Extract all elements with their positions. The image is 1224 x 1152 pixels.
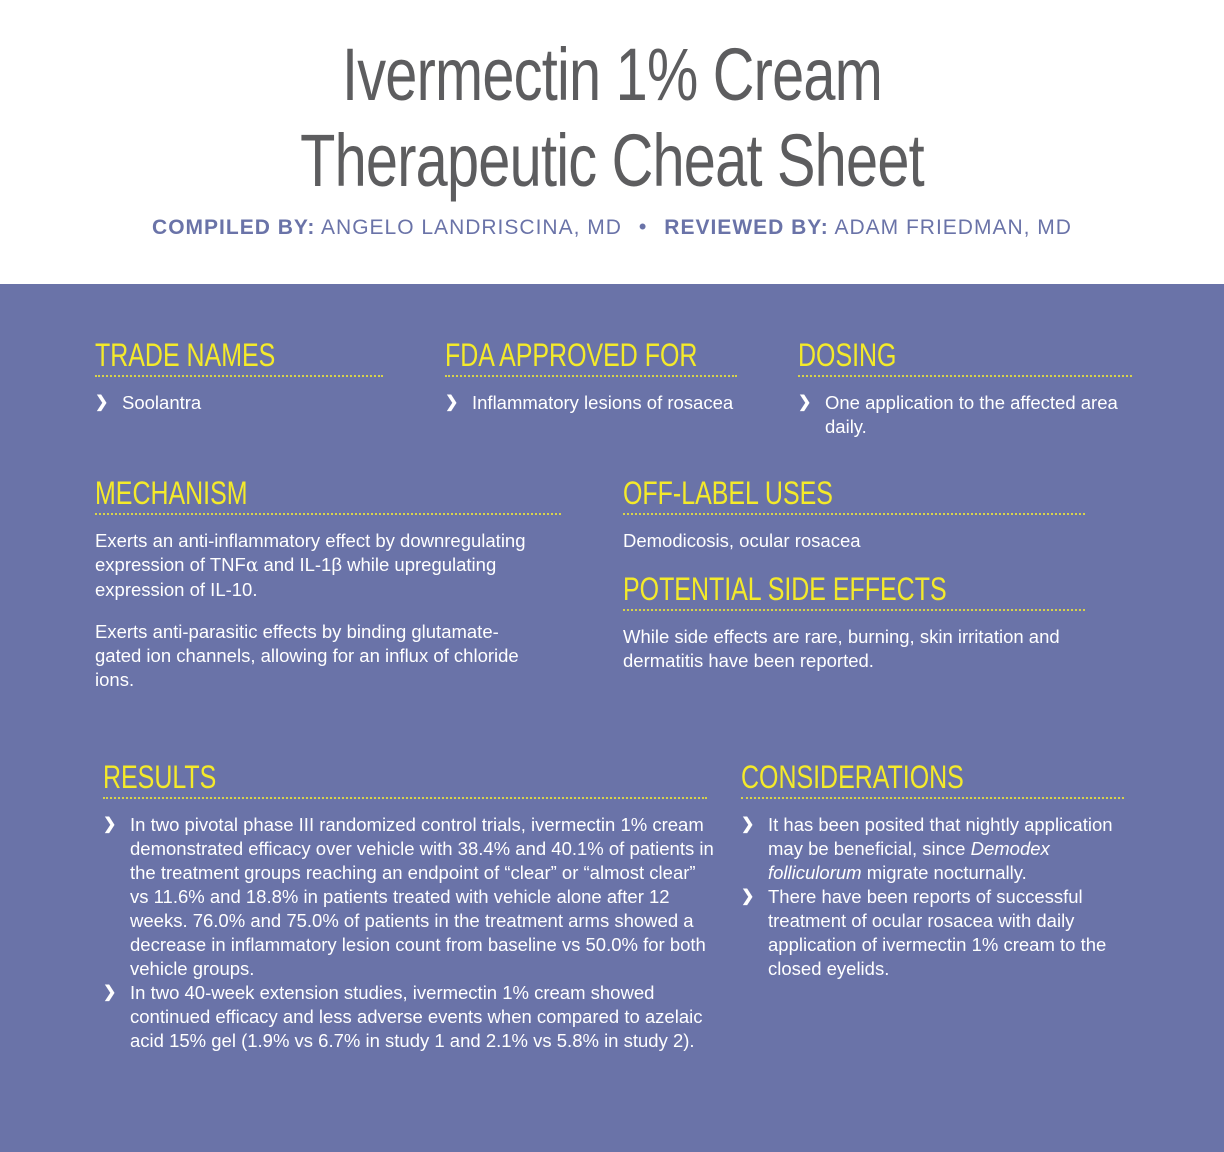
compiled-by-name: ANGELO LANDRISCINA, MD	[321, 216, 622, 239]
list-item: ❯ One application to the affected area daily.	[798, 392, 1118, 437]
mechanism-divider	[95, 513, 561, 515]
off-label-section	[623, 477, 1103, 553]
trade-names-heading: TRADE NAMES	[95, 337, 276, 373]
list-item: ❯ Inflammatory lesions of rosacea	[445, 392, 734, 413]
chevron-right-icon: ❯	[741, 816, 755, 833]
chevron-right-icon: ❯	[741, 888, 755, 905]
fda-approved-heading: FDA APPROVED FOR	[445, 337, 698, 373]
page-title-line-2: Therapeutic Cheat Sheet	[300, 119, 924, 202]
list-item: ❯ There have been reports of successful treatment of ocular rosacea with daily application of ivermectin 1% cream to the closed eyelids.	[741, 886, 1107, 979]
list-item: ❯ In two pivotal phase III randomized control trials, ivermectin 1% cream demonstrated efficacy over vehicle with 38.4% and 40.1% of patients in the treatment groups reaching an endpoint of “clear” or “almost clear” vs 11.6% and 18.8% in patients treated with vehicle alone after 12 weeks. 76.0% and 75.0% of patients in the treatment arms showed a decrease in inflammatory lesion count from baseline vs 50.0% for both vehicle groups.	[103, 814, 714, 979]
dosing-section	[798, 339, 1148, 439]
mechanism-paragraph-1: Exerts an anti-inflammatory effect by downregulating expression of TNFα and IL-1β while upregulating expression of IL-10.	[95, 530, 526, 600]
side-effects-divider	[623, 609, 1085, 611]
considerations-heading: CONSIDERATIONS	[741, 759, 964, 795]
chevron-right-icon: ❯	[798, 394, 812, 411]
list-item: ❯ Soolantra	[95, 392, 202, 413]
mechanism-section	[95, 477, 567, 692]
byline	[0, 214, 1224, 240]
fda-approved-section	[445, 339, 737, 415]
off-label-heading: OFF-LABEL USES	[623, 475, 833, 511]
results-divider	[103, 797, 707, 799]
off-label-divider	[623, 513, 1085, 515]
dosing-divider	[798, 375, 1132, 377]
list-item: ❯ In two 40-week extension studies, ivermectin 1% cream showed continued efficacy and less adverse events when compared to azelaic acid 15% gel (1.9% vs 6.7% in study 1 and 2.1% vs 5.8% in study 2).	[103, 982, 703, 1051]
trade-names-divider	[95, 375, 383, 377]
chevron-right-icon: ❯	[103, 816, 117, 833]
chevron-right-icon: ❯	[445, 394, 459, 411]
list-item: ❯ It has been posited that nightly application may be beneficial, since Demodex folliculorum migrate nocturnally.	[741, 814, 1113, 883]
mechanism-heading: MECHANISM	[95, 475, 248, 511]
trade-names-section	[95, 339, 383, 415]
side-effects-heading: POTENTIAL SIDE EFFECTS	[623, 571, 947, 607]
fda-approved-divider	[445, 375, 737, 377]
side-effects-section	[623, 573, 1103, 673]
dosing-heading: DOSING	[798, 337, 897, 373]
results-heading: RESULTS	[103, 759, 217, 795]
side-effects-text: While side effects are rare, burning, skin irritation and dermatitis have been reported.	[623, 626, 1060, 671]
page-title-line-1: Ivermectin 1% Cream	[341, 33, 883, 116]
byline-separator: •	[638, 214, 648, 239]
chevron-right-icon: ❯	[103, 984, 117, 1001]
off-label-text: Demodicosis, ocular rosacea	[623, 530, 861, 551]
mechanism-paragraph-2: Exerts anti-parasitic effects by binding glutamate-gated ion channels, allowing for an influx of chloride ions.	[95, 621, 519, 690]
considerations-section	[741, 761, 1141, 981]
results-section	[103, 761, 715, 1053]
compiled-by-label: COMPILED BY:	[152, 216, 316, 239]
content-panel	[0, 284, 1224, 1152]
chevron-right-icon: ❯	[95, 394, 109, 411]
reviewed-by-name: ADAM FRIEDMAN, MD	[834, 216, 1072, 239]
header	[0, 0, 1224, 284]
reviewed-by-label: REVIEWED BY:	[664, 216, 829, 239]
considerations-divider	[741, 797, 1124, 799]
